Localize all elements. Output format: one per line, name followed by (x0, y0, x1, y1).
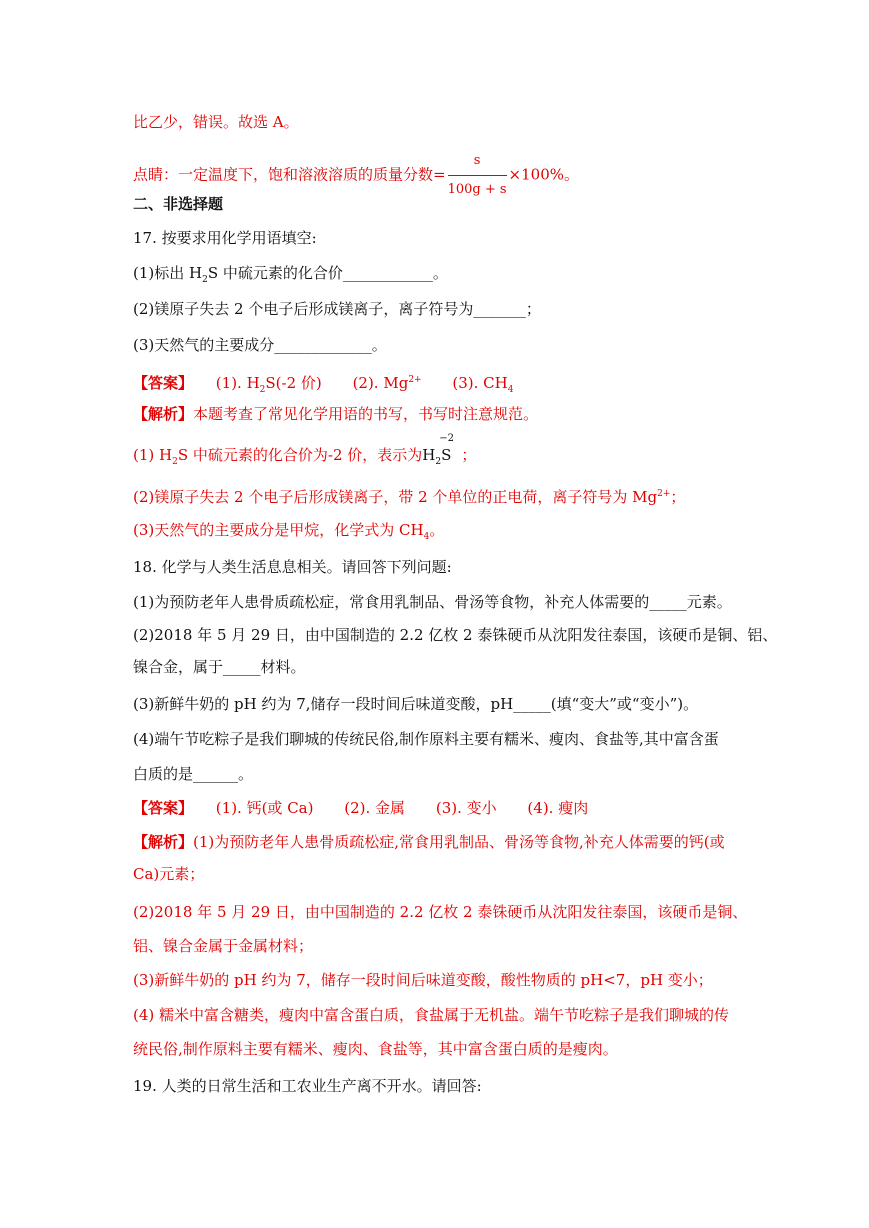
q17-ans1-sub: 2 (259, 385, 266, 395)
q18-part1: (1)为预防老年人患骨质疏松症，常食用乳制品、骨汤等食物，补充人体需要的_____元素。 (133, 593, 732, 611)
prev-answer-tail: 比乙少，错误。故选 A。 (133, 113, 299, 131)
q17-formula-sub: 2 (435, 457, 442, 467)
q18-part2-line2: 镍合金，属于_____材料。 (133, 658, 306, 676)
q17-a2-sup: 2+ (657, 489, 671, 499)
q17-answer-2 (353, 374, 422, 392)
q17-ans1-a: (1). H (215, 374, 260, 392)
tip-fraction (448, 148, 507, 203)
q18-stem: 18. 化学与人类生活息息相关。请回答下列问题: (133, 558, 452, 576)
q17-valence-top: −2 (439, 433, 455, 444)
q18-analysis-1-line2: Ca)元素； (133, 865, 205, 883)
q17-ans1-b: S(-2 价) (265, 374, 322, 392)
q17-analysis-label: 【解析】 (133, 405, 194, 423)
q17-analysis-line (133, 404, 538, 424)
q17-part1-a: (1)标出 H (133, 264, 203, 282)
q19-stem: 19. 人类的日常生活和工农业生产离不开水。请回答: (133, 1077, 482, 1095)
q18-part4-line1: (4)端午节吃粽子是我们聊城的传统民俗,制作原料主要有糯米、瘦肉、食盐等,其中富含蛋 (133, 730, 719, 748)
q17-ans2-sup: 2+ (408, 375, 422, 385)
q18-part4-line2: 白质的是______。 (133, 765, 254, 783)
section-title: 二、非选择题 (133, 195, 224, 213)
tip-numerator: s (448, 148, 507, 176)
q17-analysis-1 (133, 433, 477, 472)
q17-stem: 17. 按要求用化学用语填空: (133, 229, 317, 247)
q18-part3: (3)新鲜牛奶的 pH 约为 7,储存一段时间后味道变酸，pH_____(填“变大”或“变小”)。 (133, 695, 699, 713)
q17-a2-a: (2)镁原子失去 2 个电子后形成镁离子，带 2 个单位的正电荷，离子符号为 Mg (133, 488, 658, 506)
q18-answer-3: (3). 变小 (435, 799, 497, 817)
q17-a3-a: (3)天然气的主要成分是甲烷，化学式为 CH (133, 521, 424, 539)
tip-prefix: 点睛：一定温度下，饱和溶液溶质的质量分数= (133, 165, 446, 184)
q18-answer-label: 【答案】 (133, 799, 194, 817)
q17-answer-1 (215, 374, 322, 395)
q17-answer-label: 【答案】 (133, 374, 194, 392)
tip-denominator: 100g + s (447, 182, 507, 197)
q17-a3-end: 。 (429, 521, 445, 539)
q17-answer-line (133, 370, 513, 400)
q18-analysis-label: 【解析】 (133, 833, 194, 851)
q17-part1 (133, 263, 448, 290)
q17-a1-b: S 中硫元素的化合价为-2 价，表示为 (177, 446, 423, 464)
q17-analysis-2 (133, 484, 685, 507)
q18-analysis-1-line1 (133, 832, 725, 852)
q17-formula-s: S (441, 446, 452, 464)
q17-part2: (2)镁原子失去 2 个电子后形成镁离子，离子符号为_______； (133, 300, 541, 318)
tip-suffix: ×100%。 (508, 165, 579, 184)
q18-analysis-2-line1: (2)2018 年 5 月 29 日，由中国制造的 2.2 亿枚 2 泰铢硬币从沈阳发往泰国，该硬币是铜、 (133, 903, 748, 921)
q17-a1-sub: 2 (172, 457, 178, 467)
q17-ans3-a: (3). CH (452, 374, 508, 392)
q17-part1-sub: 2 (202, 275, 208, 285)
q17-answer-3 (452, 374, 514, 395)
q18-answer-2: (2). 金属 (344, 799, 406, 817)
q17-part1-b: S 中硫元素的化合价____________。 (207, 264, 448, 282)
q18-answer-line (133, 798, 588, 818)
q18-answer-1: (1). 钙(或 Ca) (215, 799, 314, 817)
q18-analysis-1-text: (1)为预防老年人患骨质疏松症,常食用乳制品、骨汤等食物,补充人体需要的钙(或 (193, 833, 725, 851)
q17-a1-end: ； (461, 446, 477, 464)
q17-ans3-sub: 4 (507, 385, 514, 395)
q18-analysis-4-line1: (4) 糯米中富含糖类，瘦肉中富含蛋白质，食盐属于无机盐。端午节吃粽子是我们聊城的传 (133, 1006, 730, 1024)
q18-analysis-4-line2: 统民俗,制作原料主要有糯米、瘦肉、食盐等，其中富含蛋白质的是瘦肉。 (133, 1040, 618, 1058)
q17-analysis-text: 本题考查了常见化学用语的书写，书写时注意规范。 (193, 405, 539, 423)
q18-analysis-2-line2: 铝、镍合金属于金属材料； (133, 937, 314, 955)
q18-analysis-3: (3)新鲜牛奶的 pH 约为 7，储存一段时间后味道变酸，酸性物质的 pH<7，pH 变小； (133, 971, 713, 989)
q17-analysis-3 (133, 520, 444, 547)
q17-a2-end: ； (670, 488, 686, 506)
q17-a3-sub: 4 (423, 532, 430, 542)
q17-formula-h: H (422, 446, 436, 464)
q17-a1-a: (1) H (133, 446, 173, 464)
q17-part3: (3)天然气的主要成分_____________。 (133, 336, 387, 354)
q18-part2-line1: (2)2018 年 5 月 29 日，由中国制造的 2.2 亿枚 2 泰铢硬币从沈阳发往泰国，该硬币是铜、铝、 (133, 626, 778, 644)
q17-ans2-a: (2). Mg (352, 374, 409, 392)
q18-answer-4: (4). 瘦肉 (527, 799, 589, 817)
q17-valence-formula (422, 433, 455, 472)
